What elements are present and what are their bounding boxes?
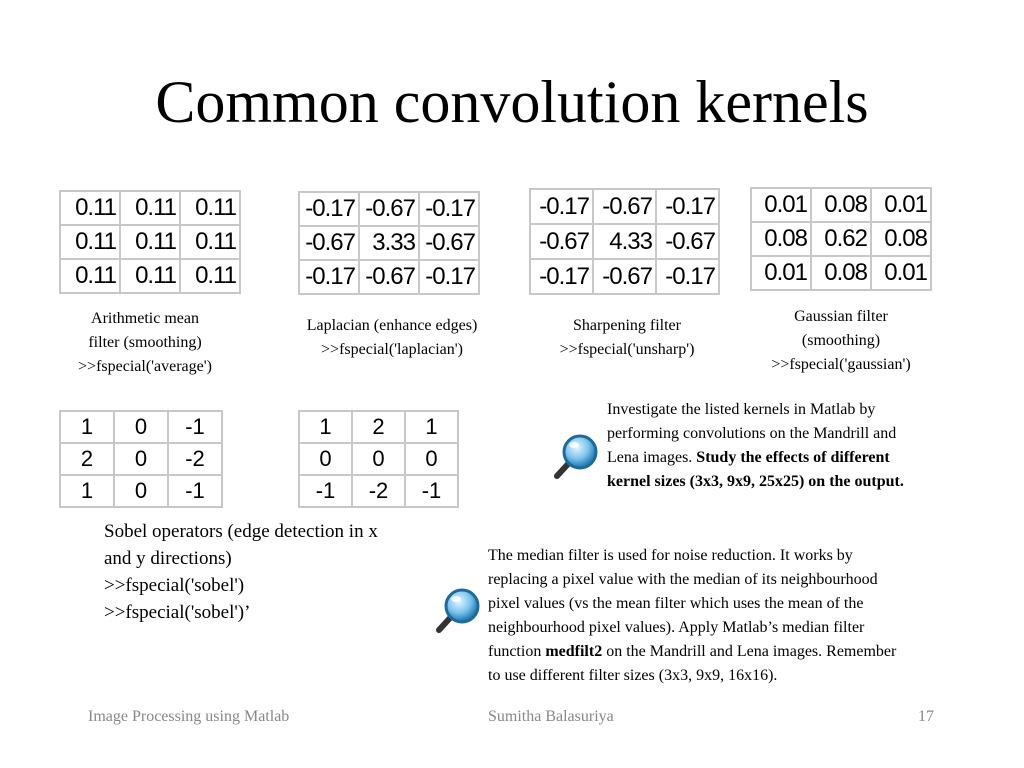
average-kernel-table (59, 190, 241, 294)
magnifier-icon (552, 432, 600, 480)
kernel-row (751, 222, 931, 256)
kernel-row (299, 411, 458, 443)
kernel-cell: 2 (60, 443, 114, 475)
kernel-cell: -0.67 (359, 192, 419, 226)
kernel-cell: -0.17 (299, 192, 359, 226)
kernel-cell: 0.11 (120, 259, 180, 293)
kernel-cell: 4.33 (593, 224, 656, 259)
sobel-caption: Sobel operators (edge detection in x and y directions) >>fspecial('sobel') >>fspecial('sobel')’ (104, 521, 378, 623)
kernel-cell: -0.67 (593, 189, 656, 224)
sharpening-kernel-table (529, 188, 720, 295)
kernel-cell: 1 (299, 411, 352, 443)
kernel-cell: -0.17 (530, 189, 593, 224)
kernel-cell: 0.11 (120, 191, 180, 225)
kernel-cell: -0.17 (419, 192, 479, 226)
kernel-row (530, 224, 719, 259)
kernel-cell: 0.11 (180, 191, 240, 225)
sobel-x-kernel-table (59, 410, 223, 508)
sobel-y-kernel-table (298, 410, 459, 508)
kernel-cell: -0.67 (419, 226, 479, 260)
kernel-cell: 0.11 (60, 225, 120, 259)
kernel-cell: 0.08 (811, 188, 871, 222)
kernel-row (530, 259, 719, 294)
kernel-cell: -1 (168, 475, 222, 507)
laplacian-kernel-table (298, 191, 480, 295)
kernel-cell: -2 (352, 475, 405, 507)
kernel-row (60, 259, 240, 293)
kernel-cell: 0.01 (751, 256, 811, 290)
kernel-cell: -0.67 (530, 224, 593, 259)
kernel-cell: 1 (405, 411, 458, 443)
kernel-row (530, 189, 719, 224)
kernel-cell: 0 (114, 475, 168, 507)
kernel-row (299, 192, 479, 226)
footer-page-number: 17 (918, 708, 934, 725)
sharpening-kernel-caption: Sharpening filter >>fspecial('unsharp') (559, 317, 695, 358)
kernel-cell: -1 (299, 475, 352, 507)
kernel-cell: 0 (114, 443, 168, 475)
kernel-cell: 2 (352, 411, 405, 443)
kernel-row (60, 191, 240, 225)
kernel-cell: 0 (114, 411, 168, 443)
kernel-cell: -0.17 (419, 260, 479, 294)
kernel-row (60, 475, 222, 507)
gaussian-kernel-caption: Gaussian filter (smoothing) >>fspecial('gaussian') (771, 308, 911, 373)
kernel-cell: 0 (299, 443, 352, 475)
kernel-cell: 0.11 (180, 259, 240, 293)
kernel-row (60, 225, 240, 259)
kernel-cell: 0.01 (751, 188, 811, 222)
average-kernel-caption: Arithmetic mean filter (smoothing) >>fspecial('average') (78, 310, 212, 375)
kernel-cell: 0.11 (60, 191, 120, 225)
kernel-cell: -2 (168, 443, 222, 475)
slide-title: Common convolution kernels (155, 69, 869, 135)
kernel-cell: 0.11 (120, 225, 180, 259)
median-filter-note: The median filter is used for noise reduction. It works by replacing a pixel value with the median of its neighbourhood pixel values (vs the mean filter which uses the mean of the neighbourhood pixel values). Apply Matlab’s median filter function medfilt2 on the Mandrill and Lena images. Remember to use different filter sizes (3x3, 9x9, 16x16). (488, 547, 897, 684)
kernel-cell: 0.11 (60, 259, 120, 293)
kernel-cell: -0.17 (299, 260, 359, 294)
kernel-row (299, 260, 479, 294)
kernel-row (751, 256, 931, 290)
kernel-row (751, 188, 931, 222)
kernel-cell: -0.67 (359, 260, 419, 294)
kernel-cell: 0.62 (811, 222, 871, 256)
laplacian-kernel-caption: Laplacian (enhance edges) >>fspecial('laplacian') (306, 317, 478, 358)
kernel-row (299, 475, 458, 507)
kernel-row (60, 411, 222, 443)
kernel-cell: -0.67 (593, 259, 656, 294)
kernel-cell: 0.08 (871, 222, 931, 256)
kernel-cell: 1 (60, 411, 114, 443)
investigate-note: Investigate the listed kernels in Matlab by performing convolutions on the Mandrill and Lena images. Study the effects of different kernel sizes (3x3, 9x9, 25x25) on the output. (607, 401, 904, 490)
kernel-row (299, 443, 458, 475)
kernel-cell: 0 (405, 443, 458, 475)
kernel-cell: 0 (352, 443, 405, 475)
kernel-cell: -0.17 (656, 189, 719, 224)
kernel-cell: 0.11 (180, 225, 240, 259)
kernel-row (60, 443, 222, 475)
kernel-cell: -1 (405, 475, 458, 507)
kernel-cell: 1 (60, 475, 114, 507)
magnifier-icon (434, 586, 482, 634)
kernel-cell: 0.01 (871, 256, 931, 290)
kernel-row (299, 226, 479, 260)
kernel-cell: 3.33 (359, 226, 419, 260)
kernel-cell: -0.67 (656, 224, 719, 259)
kernel-cell: -1 (168, 411, 222, 443)
footer-author: Sumitha Balasuriya (488, 708, 614, 725)
footer-course-title: Image Processing using Matlab (88, 708, 290, 725)
gaussian-kernel-table (750, 187, 932, 291)
kernel-cell: 0.08 (751, 222, 811, 256)
kernel-cell: 0.08 (811, 256, 871, 290)
kernel-cell: -0.67 (299, 226, 359, 260)
kernel-cell: -0.17 (530, 259, 593, 294)
kernel-cell: 0.01 (871, 188, 931, 222)
kernel-cell: -0.17 (656, 259, 719, 294)
